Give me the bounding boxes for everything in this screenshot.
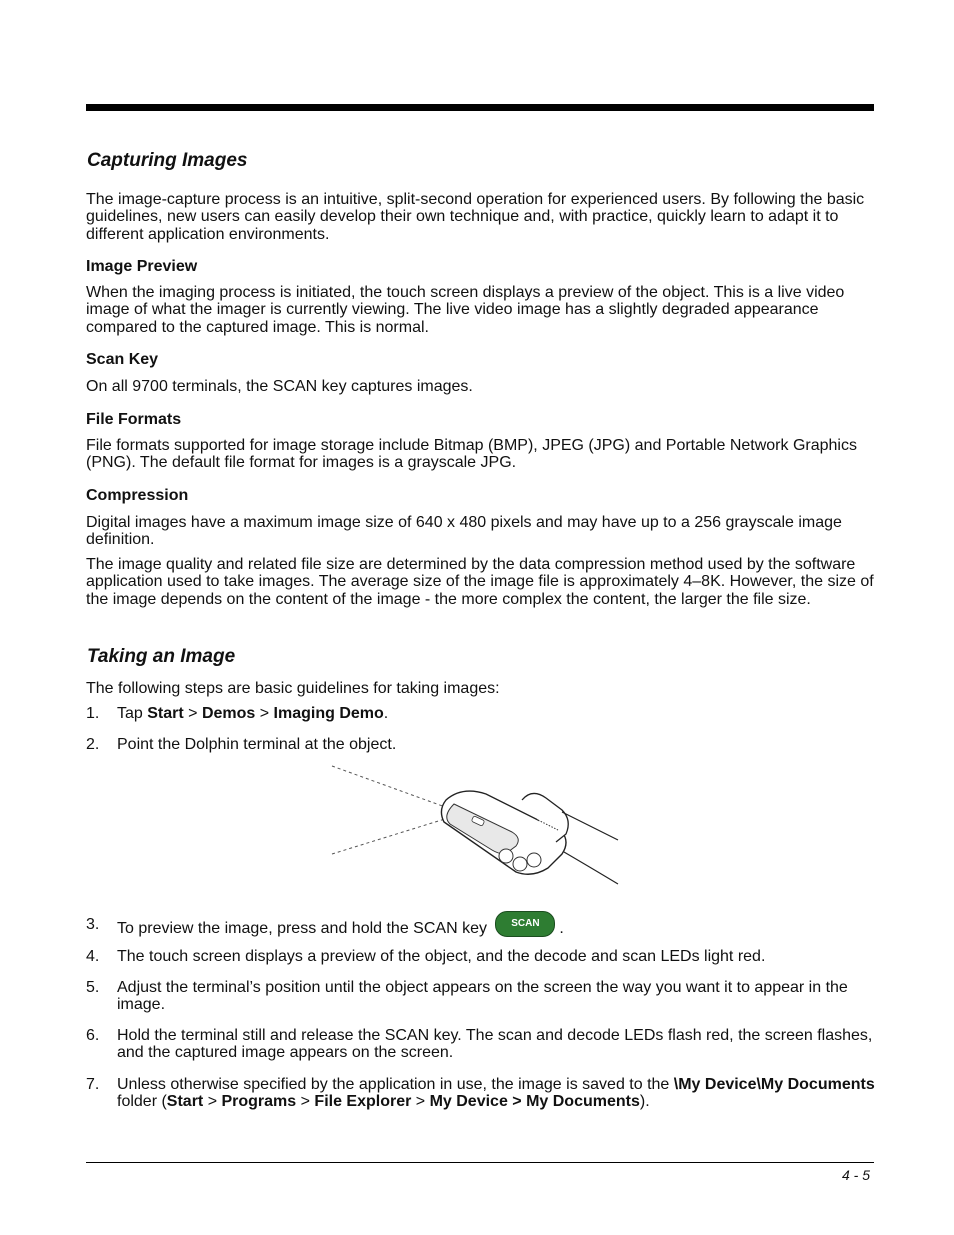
scan-key-paragraph: On all 9700 terminals, the SCAN key captures images. xyxy=(86,378,473,395)
page-number: 4 - 5 xyxy=(841,1167,870,1183)
compression-paragraph-1: Digital images have a maximum image size of 640 x 480 pixels and may have up to a 256 grayscale image definition. xyxy=(86,514,842,549)
terminal-pointing-illustration xyxy=(326,760,626,890)
section-title-capturing-images: Capturing Images xyxy=(87,150,248,171)
intro-paragraph: The image-capture process is an intuitive, split-second operation for experienced users. By following the basic guidelines, new users can easily develop their own technique and, with practice, quickly learn to adapt it to different application environments. xyxy=(86,191,865,243)
steps-intro: The following steps are basic guidelines for taking images: xyxy=(86,680,500,697)
compression-paragraph-2: The image quality and related file size are determined by the data compression method used by the software application used to take images. The average size of the image file is approximately 4–8K. However, the size of the image depends on the content of the image - the more complex the content, the larger the file size. xyxy=(86,556,874,608)
heading-file-formats: File Formats xyxy=(86,411,182,428)
footer-rule xyxy=(86,1162,874,1163)
heading-image-preview: Image Preview xyxy=(86,258,198,275)
section-title-taking-an-image: Taking an Image xyxy=(87,646,236,667)
file-formats-paragraph: File formats supported for image storage include Bitmap (BMP), JPEG (JPG) and Portable Network Graphics (PNG). The default file format for images is a grayscale JPG. xyxy=(86,437,857,472)
heading-scan-key: Scan Key xyxy=(86,351,159,368)
scan-key-icon: SCAN xyxy=(495,911,555,937)
image-preview-paragraph: When the imaging process is initiated, the touch screen displays a preview of the object. This is a live video image of what the imager is currently viewing. The live video image has a slightly degraded appearance compared to the captured image. This is normal. xyxy=(86,284,845,336)
heading-compression: Compression xyxy=(86,487,189,504)
header-rule xyxy=(86,104,874,111)
